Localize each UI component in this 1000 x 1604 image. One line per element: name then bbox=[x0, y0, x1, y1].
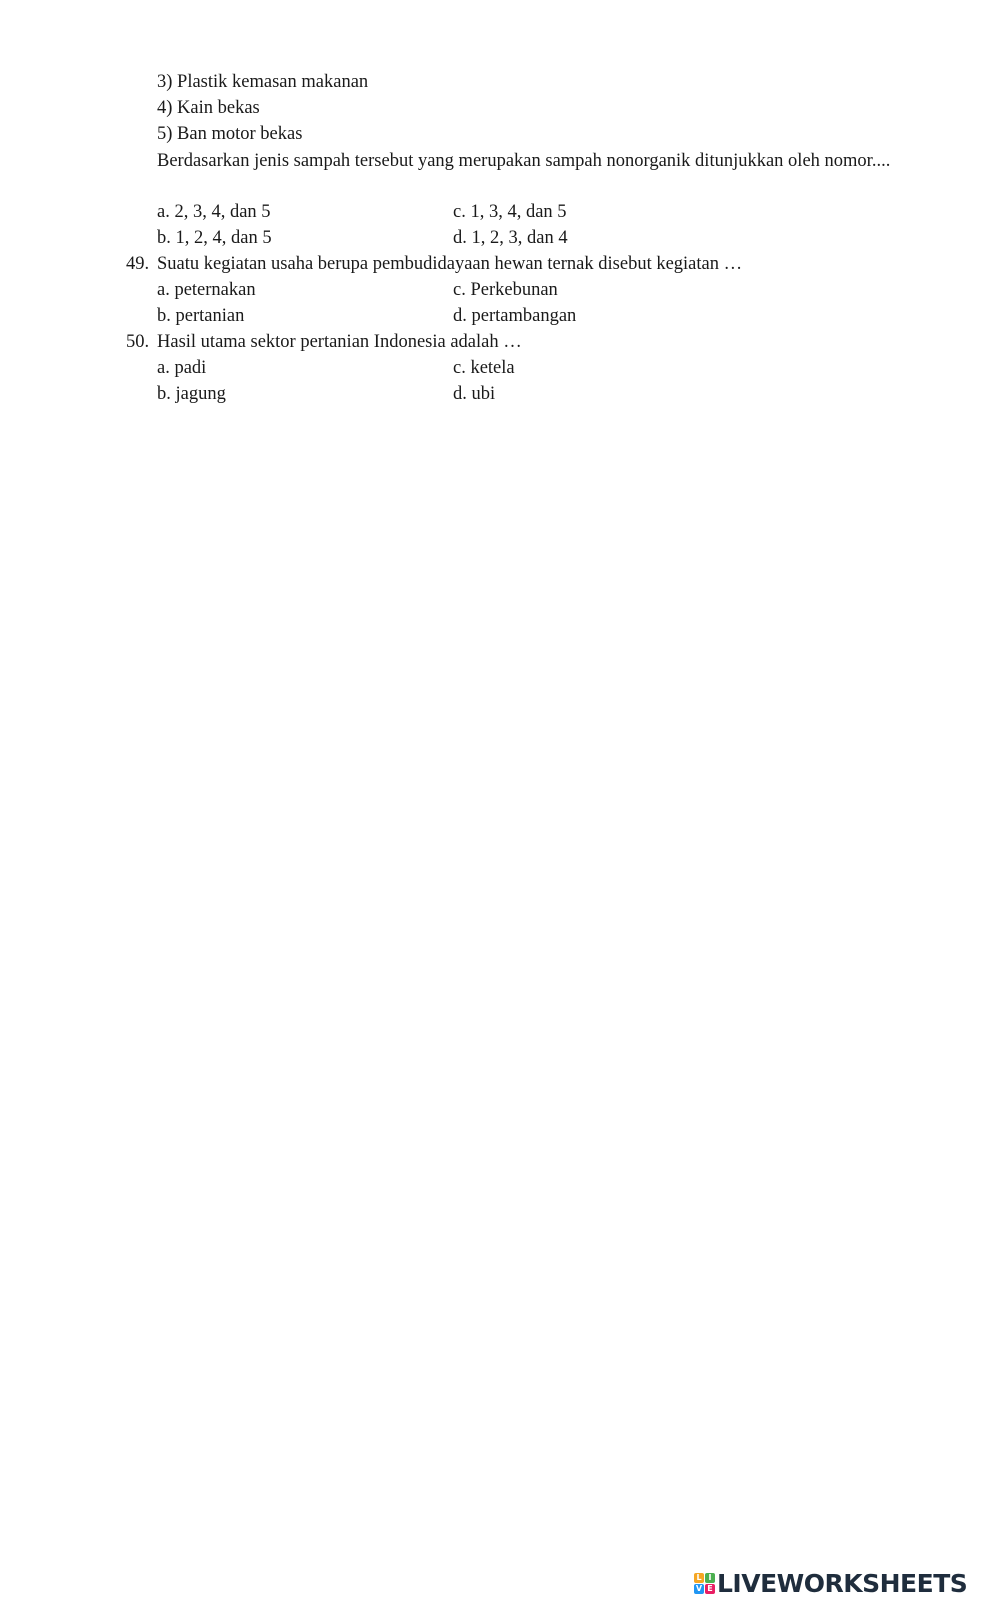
q48-question-text: Berdasarkan jenis sampah tersebut yang merupakan sampah nonorganik ditunjukkan oleh nomor.... bbox=[157, 151, 891, 171]
logo-cell-e: E bbox=[705, 1584, 715, 1594]
q50-question-text: Hasil utama sektor pertanian Indonesia adalah … bbox=[157, 332, 522, 352]
q49-question-text: Suatu kegiatan usaha berupa pembudidayaan hewan ternak disebut kegiatan … bbox=[157, 254, 743, 274]
logo-cell-i: I bbox=[705, 1573, 715, 1583]
list-item-4: 4) Kain bekas bbox=[157, 98, 260, 118]
q50-option-b: b. jagung bbox=[157, 384, 226, 404]
q49-option-b: b. pertanian bbox=[157, 306, 245, 326]
q48-option-c: c. 1, 3, 4, dan 5 bbox=[453, 202, 567, 222]
q50-option-c: c. ketela bbox=[453, 358, 515, 378]
q50-number: 50. bbox=[126, 332, 150, 352]
list-item-3: 3) Plastik kemasan makanan bbox=[157, 72, 369, 92]
q48-option-a: a. 2, 3, 4, dan 5 bbox=[157, 202, 271, 222]
liveworksheets-logo-text: LIVEWORKSHEETS bbox=[717, 1568, 968, 1598]
q48-option-d: d. 1, 2, 3, dan 4 bbox=[453, 228, 568, 248]
q50-option-a: a. padi bbox=[157, 358, 207, 378]
q49-option-d: d. pertambangan bbox=[453, 306, 577, 326]
q49-option-a: a. peternakan bbox=[157, 280, 256, 300]
q48-option-b: b. 1, 2, 4, dan 5 bbox=[157, 228, 272, 248]
q49-option-c: c. Perkebunan bbox=[453, 280, 558, 300]
liveworksheets-logo-icon bbox=[694, 1573, 715, 1594]
q50-option-d: d. ubi bbox=[453, 384, 496, 404]
logo-cell-l: L bbox=[694, 1573, 704, 1583]
list-item-5: 5) Ban motor bekas bbox=[157, 124, 303, 144]
liveworksheets-logo bbox=[694, 1567, 967, 1599]
logo-cell-v: V bbox=[695, 1583, 703, 1593]
q49-number: 49. bbox=[126, 254, 150, 274]
